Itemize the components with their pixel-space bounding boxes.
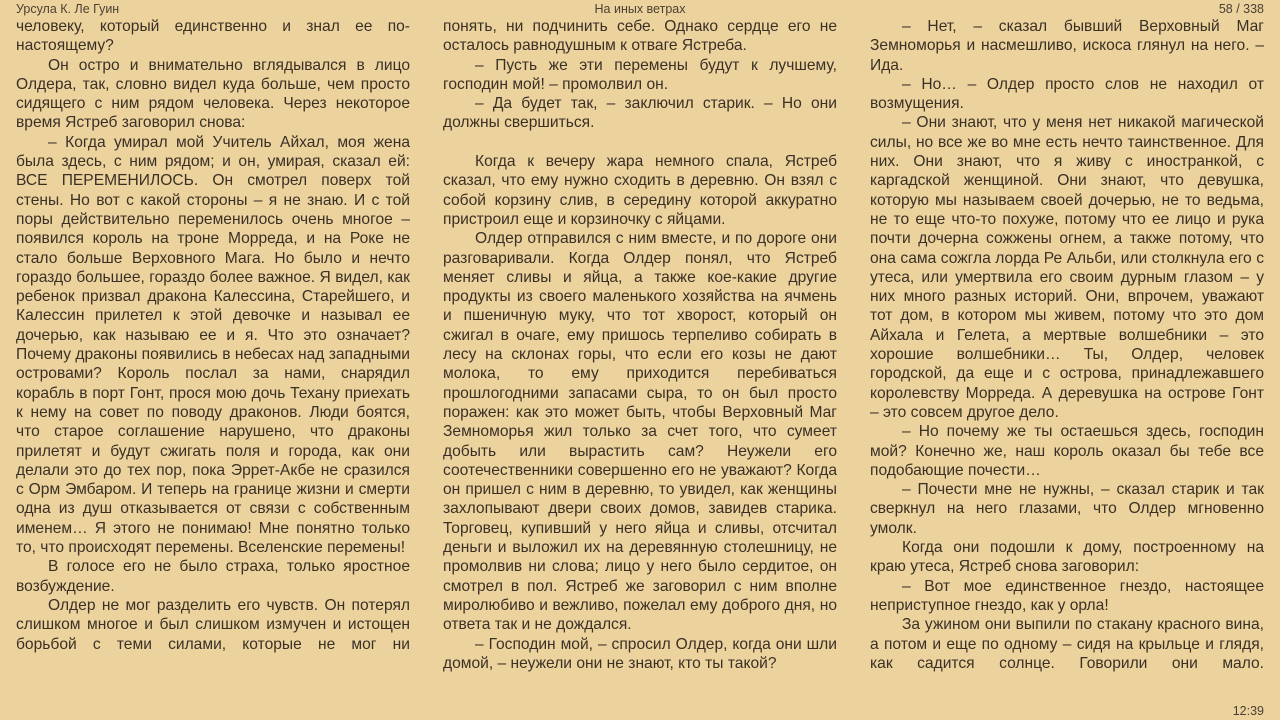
status-clock: 12:39 — [1232, 704, 1264, 718]
text-column-1[interactable] — [16, 17, 410, 654]
book-author: Урсула К. Ле Гуин — [16, 2, 120, 16]
paragraph: – Но… – Олдер просто слов не находил от возмущения. — [870, 75, 1264, 113]
text-column-3[interactable] — [870, 17, 1264, 673]
paragraph: – Они знают, что у меня нет никакой магической силы, но все же во мне есть нечто таинственное. Для них. Они знают, что я живу с иностранкой, с каргадской женщиной. Они знают, что девушка, которую мы называем своей дочерью, не то ведьма, не то еще что-то похуже, потому что ее лицо и рука почти дочерна сожжены огнем, а также потому, что она сама сожгла лорда Ре Альби, или столкнула его с утеса, или умертвила его своим дурным глазом – у них много разных историй. Они, впрочем, уважают тот дом, в котором мы живем, потому что это дом Айхала и Гелета, а мертвые волшебники – это хорошие волшебники… Ты, Олдер, человек городской, да еще и с острова, принадлежавшего королевству Морреда. А деревушка на острове Гонт – это совсем другое дело. — [870, 114, 1264, 421]
paragraph: – Вот мое единственное гнездо, настоящее неприступное гнездо, как у орла! — [870, 577, 1264, 614]
paragraph: – Но почему же ты остаешься здесь, господин мой? Конечно же, наш король оказал бы тебе все подобающие почести… — [870, 423, 1264, 479]
paragraph: – Пусть же эти перемены будут к лучшему, господин мой! – промолвил он. — [443, 56, 837, 93]
paragraph: Олдер отправился с ним вместе, и по дороге они разговаривали. Когда Олдер понял, что Ястреб меняет сливы и яйца, а также кое-какие другие продукты из своего маленького хозяйства на ячмень и пшеничную муку, что тот хворост, который он сжигал в очаге, ему пришось терпеливо собирать в лесу на склонах горы, что если его козы не дают молока, то ему приходится перебиваться прошлогодними запасами сыра, то он был просто поражен: как это может быть, чтобы Верховный Маг Земноморья жил только за счет того, что сумеет добыть или вырастить сам? Неужели его соотечественники совершенно его не уважают? Когда он пришел с ним в деревню, то увидел, как женщины захлопывают двери своих домов, завидев старика. Торговец, купивший у него яйца и сливы, отсчитал деньги и выложил их на деревянную столешницу, не промолвив ни слова; лицо у него было сердитое, он смотрел в пол. Ястреб же заговорил с ним вполне миролюбиво и вежливо, пожелал ему доброго дня, но ответа так и не дождался. — [443, 230, 837, 634]
paragraph: – Господин мой, – спросил Олдер, когда они шли домой, – неужели они не знают, кто ты такой? — [443, 635, 837, 672]
paragraph: В голосе его не было страха, только яростное возбуждение. — [16, 558, 410, 595]
paragraph: Олдер не мог разделить его чувств. Он потерял слишком многое и был слишком измучен и истощен борьбой с теми силами, которые не мог ни — [16, 596, 410, 653]
paragraph: понять, ни подчинить себе. Однако сердце его не осталось равнодушным к отваге Ястреба. — [443, 18, 837, 55]
paragraph: – Почести мне не нужны, – сказал старик и так сверкнул на него глазами, что Олдер мгновенно умолк. — [870, 481, 1264, 537]
paragraph: человеку, который единственно и знал ее по-настоящему? — [16, 18, 410, 55]
paragraph: – Нет, – сказал бывший Верховный Маг Земноморья и насмешливо, искоса глянул на него. – Ида. — [870, 18, 1264, 74]
paragraph: Когда они подошли к дому, построенному на краю утеса, Ястреб снова заговорил: — [870, 539, 1264, 576]
paragraph: Когда к вечеру жара немного спала, Ястреб сказал, что ему нужно сходить в деревню. Он взял с собой корзину слив, в середину которой аккуратно пристроил еще и корзиночку с яйцами. — [443, 153, 837, 228]
paragraph: – Когда умирал мой Учитель Айхал, моя жена была здесь, с ним рядом; и он, умирая, сказал ей: ВСЕ ПЕРЕМЕНИЛОСЬ. Он смотрел поверх той стены. Но вот с какой стороны – я не знаю. И с той поры действительно переменилось очень многое – появился король на троне Морреда, и на Роке не стало больше Верховного Мага. Но было и нечто гораздо большее, гораздо более важное. Я видел, как ребенок призвал дракона Калессина, Старейшего, и Калессин прилетел к этой девочке и называл ее дочерью, как называю ее и я. Что это означает? Почему драконы появились в небесах над западными островами? Король послал за нами, снарядил корабль в порт Гонт, прося мою дочь Техану приехать к нему на совет по поводу драконов. Люди боятся, что старое соглашение нарушено, что драконы прилетят и будут сжигать поля и города, как они делали это до тех пор, пока Эррет-Акбе не сразился с Орм Эмбаром. И теперь на границе жизни и смерти одна из душ отказывается от связи с собственным именем… Я этого не понимаю! Мне понятно только то, что происходят перемены. Вселенские перемены! — [16, 133, 411, 557]
paragraph: – Да будет так, – заключил старик. – Но они должны свершиться. — [443, 95, 837, 132]
paragraph: За ужином они выпили по стакану красного вина, а потом и еще по одному – сидя на крыльце и глядя, как садится солнце. Говорили они мало. — [870, 616, 1264, 672]
book-title: На иных ветрах — [594, 2, 686, 16]
text-column-2[interactable] — [443, 17, 837, 673]
paragraph: Он остро и внимательно вглядывался в лицо Олдера, так, словно видел куда больше, чем просто сидящего с ним рядом человека. Через некоторое время Ястреб заговорил снова: — [16, 56, 410, 132]
page-indicator: 58 / 338 — [1218, 2, 1264, 16]
